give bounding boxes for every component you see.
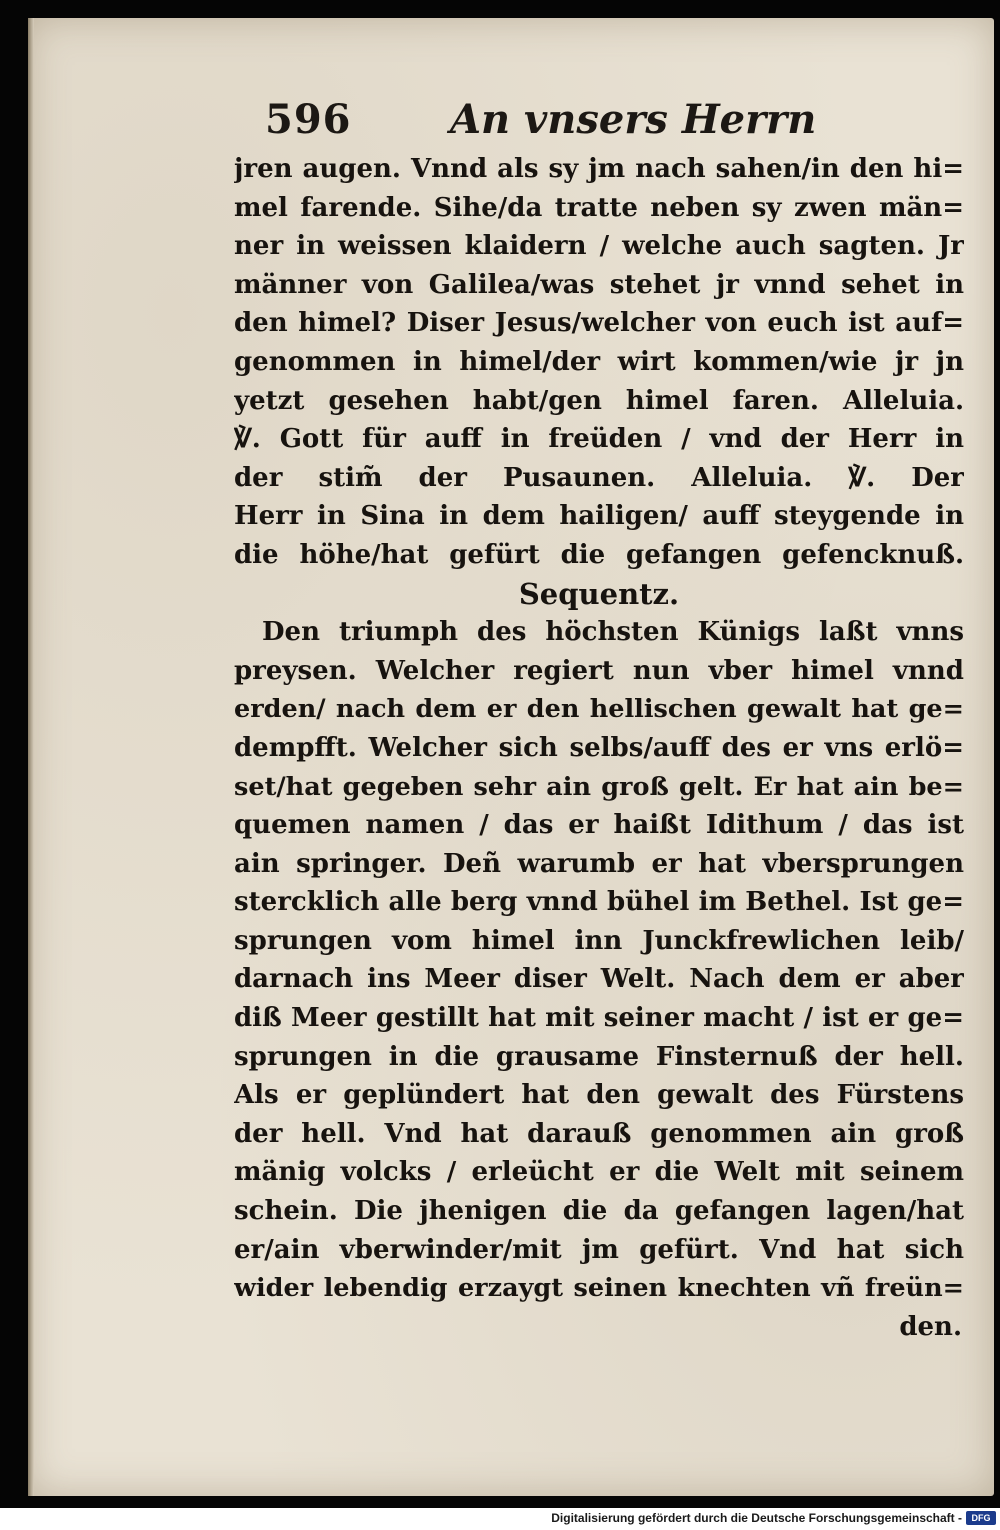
- text-line: sprungen vom himel inn Junckfrewlichen leib/: [234, 925, 964, 956]
- section-heading: Sequentz.: [518, 576, 680, 611]
- text-line: ℣. Gott für auff in freüden / vnd der Herr in: [234, 424, 964, 455]
- text-line: die höhe/hat gefürt die gefangen gefencknuß.: [234, 539, 964, 570]
- page-header: [265, 96, 965, 144]
- text-line: Den triumph des höchsten Künigs laßt vnns: [262, 617, 964, 648]
- text-line: diß Meer gestillt hat mit seiner macht / ist er ge=: [234, 1003, 964, 1034]
- text-line: männer von Galilea/was stehet jr vnnd sehet in: [234, 269, 964, 300]
- page-number: 596: [265, 96, 352, 143]
- text-line: ain springer. Deñ warumb er hat vbersprungen: [234, 848, 964, 879]
- footer-bar: [0, 1508, 1000, 1530]
- text-line: preysen. Welcher regiert nun vber himel vnnd: [234, 655, 964, 686]
- catchword: den.: [899, 1311, 962, 1342]
- text-line: set/hat gegeben sehr ain groß gelt. Er hat ain be=: [234, 771, 964, 802]
- running-head: An vnsers Herrn: [450, 96, 817, 143]
- text-line: genommen in himel/der wirt kommen/wie jr jn: [234, 346, 964, 377]
- text-line: quemen namen / das er haißt Idithum / das ist: [234, 810, 964, 841]
- text-line: Als er geplündert hat den gewalt des Fürstens: [234, 1080, 964, 1111]
- text-line: yetzt gesehen habt/gen himel faren. Alleluia.: [234, 385, 964, 416]
- text-line: dempfft. Welcher sich selbs/auff des er vns erlö=: [234, 732, 964, 763]
- text-line: jren augen. Vnnd als sy jm nach sahen/in den hi=: [234, 154, 964, 184]
- text-line: der stim̃ der Pusaunen. Alleluia. ℣. Der: [234, 462, 964, 493]
- text-line: stercklich alle berg vnnd bühel im Bethel. Ist ge=: [234, 887, 964, 918]
- text-line: den himel? Diser Jesus/welcher von euch ist auf=: [234, 308, 964, 339]
- text-line: mänig volcks / erleücht er die Welt mit seinem: [234, 1157, 964, 1188]
- dfg-logo: DFG: [966, 1511, 996, 1525]
- text-line: wider lebendig erzaygt seinen knechten vñ freün=: [234, 1273, 964, 1304]
- text-line: mel farende. Sihe/da tratte neben sy zwen män=: [234, 192, 964, 223]
- text-line: Herr in Sina in dem hailigen/ auff steygende in: [234, 501, 964, 532]
- text-line: schein. Die jhenigen die da gefangen lagen/hat: [234, 1196, 964, 1227]
- text-line: sprungen in die grausame Finsternuß der hell.: [234, 1041, 964, 1072]
- text-line: erden/ nach dem er den hellischen gewalt hat ge=: [234, 694, 964, 725]
- text-line: der hell. Vnd hat darauß genommen ain groß: [234, 1118, 964, 1149]
- text-line: ner in weissen klaidern / welche auch sagten. Jr: [234, 231, 964, 262]
- page-text: [234, 150, 964, 1346]
- page-edge: [28, 18, 34, 1496]
- funding-notice: Digitalisierung gefördert durch die Deutsche Forschungsgemeinschaft -: [551, 1511, 962, 1525]
- text-line: er/ain vberwinder/mit jm gefürt. Vnd hat sich: [234, 1234, 964, 1265]
- text-line: darnach ins Meer diser Welt. Nach dem er aber: [234, 964, 964, 995]
